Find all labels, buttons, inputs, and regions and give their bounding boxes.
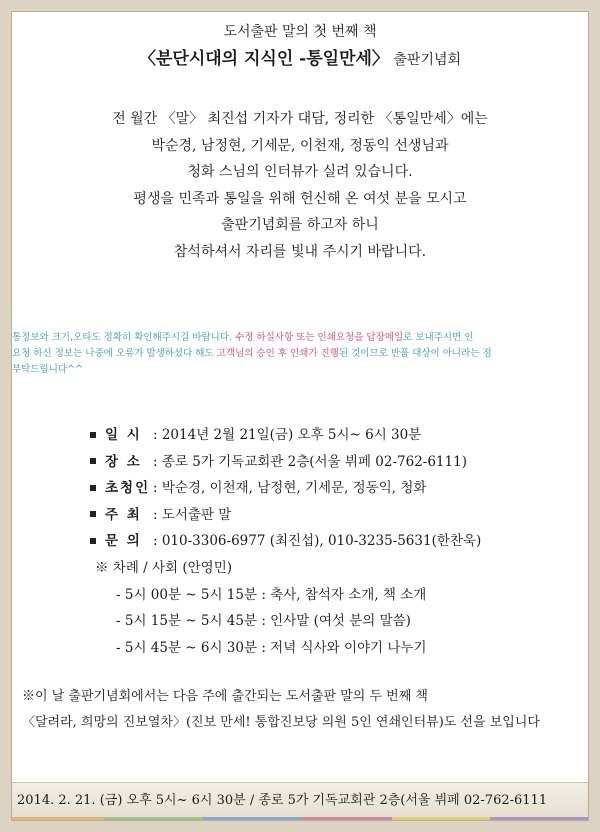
notice-line (12, 346, 588, 362)
print-proof-notice (12, 330, 588, 378)
intro-line: 출판기념회를 하고자 하니 (221, 217, 379, 233)
invitation-header (12, 22, 588, 71)
contact-label: 문 의 (105, 533, 142, 550)
title-line (12, 48, 588, 71)
notice-text: 로 보내주시면 인 (403, 332, 474, 343)
square-bullet-icon (90, 458, 96, 464)
schedule-item: - 5시 00분 ~ 5시 15분 : 축사, 참석자 소개, 책 소개 (116, 586, 427, 603)
square-bullet-icon (90, 485, 96, 491)
book-title: 〈분단시대의 지식인 -통일만세〉 (138, 49, 389, 69)
notice-text: 요청 하신 정보는 나중에 오류가 발생하셨다 해도 (12, 348, 217, 359)
contact-value: : 010-3306-6977 (최진섭), 010-3235-5631(한찬욱) (153, 533, 482, 550)
notice-line: 부탁드립니다^^ (12, 364, 83, 375)
date-label: 일 시 (105, 427, 142, 443)
square-bullet-icon (90, 538, 96, 544)
intro-line: 박순경, 남정현, 기세문, 이천재, 정동익 선생님과 (151, 137, 449, 154)
schedule-item: - 5시 15분 ~ 5시 45분 : 인사말 (여섯 분의 말씀) (116, 613, 411, 630)
notice-highlight: 고객님의 승인 후 인쇄가 진행 (216, 348, 339, 359)
detail-row-organizer (90, 502, 588, 529)
footer-text: 2014. 2. 21. (금) 오후 5시~ 6시 30분 / 종로 5가 기독교회관 2층(서울 뷔페 02-762-6111 (17, 793, 548, 808)
intro-paragraph (12, 106, 588, 265)
footer-color-strip (12, 817, 588, 820)
intro-line: 평생을 민족과 통일을 위해 헌신해 온 여섯 분을 모시고 (133, 190, 467, 207)
detail-row-host (90, 475, 588, 502)
organizer-value: : 도서출판 말 (153, 506, 232, 523)
organizer-label: 주 최 (105, 506, 142, 523)
schedule-item: - 5시 45분 ~ 6시 30분 : 저녁 식사와 이야기 나누기 (116, 639, 427, 656)
host-value: : 박순경, 이천재, 남정현, 기세문, 정동익, 청화 (153, 480, 427, 497)
notice-text: 된 것이므로 반품 대상이 아니라는 점 (338, 348, 492, 359)
footnote-line: 〈달려라, 희망의 진보열차〉(진보 만세! 통합진보당 의원 5인 연쇄인터뷰)도 선을 보입니다 (22, 715, 540, 730)
detail-row-contact (90, 528, 588, 555)
intro-line: 전 월간 〈말〉 최진섭 기자가 대담, 정리한 〈통일만세〉에는 (112, 111, 488, 127)
footnote-line: ※이 날 출판기념회에서는 다음 주에 출간되는 도서출판 말의 두 번째 책 (22, 689, 428, 704)
square-bullet-icon (90, 511, 96, 517)
intro-line: 청화 스님의 인터뷰가 실려 있습니다. (187, 164, 413, 180)
square-bullet-icon (90, 432, 96, 438)
footer-band (12, 782, 588, 820)
place-value: : 종로 5가 기독교회관 2층(서울 뷔페 02-762-6111) (153, 453, 467, 470)
event-details (90, 422, 588, 661)
date-value: : 2014년 2월 21일(금) 오후 5시~ 6시 30분 (153, 427, 422, 443)
place-label: 장 소 (105, 453, 142, 470)
footnote (22, 684, 588, 736)
detail-row-place (90, 449, 588, 476)
event-name: 출판기념회 (393, 52, 462, 68)
invitation-card (12, 12, 588, 820)
host-label: 초청인 (105, 480, 151, 497)
detail-row-date (90, 422, 588, 449)
notice-line (12, 330, 588, 346)
publisher-line: 도서출판 말의 첫 번째 책 (223, 24, 377, 40)
notice-text: 통정보와 크기,오타도 정확히 확인해주시길 바랍니다. (12, 332, 236, 343)
intro-line: 참석하셔서 자리를 빛내 주시기 바랍니다. (173, 243, 427, 260)
notice-highlight: 수정 하실사항 또는 인쇄요청을 답장메일 (235, 332, 404, 343)
order-heading: ※ 차례 / 사회 (안영민) (95, 559, 233, 576)
